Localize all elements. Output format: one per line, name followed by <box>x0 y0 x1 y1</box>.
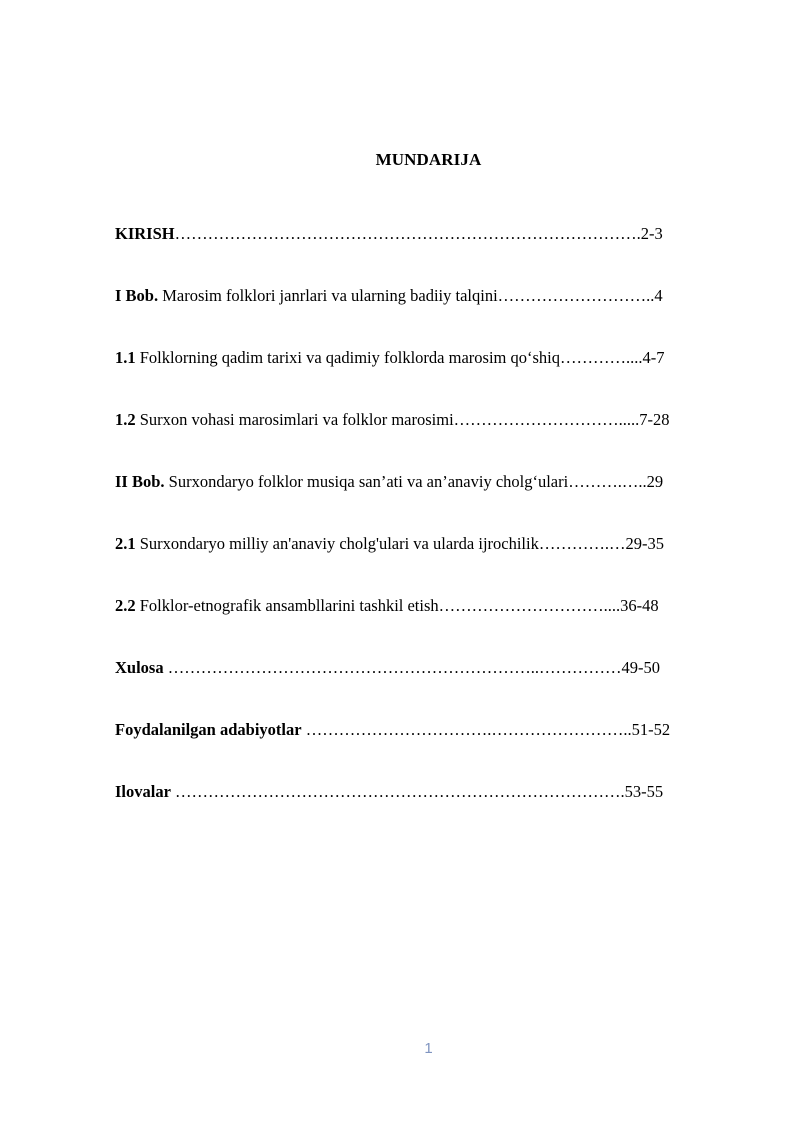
toc-entry-chapter-1 <box>115 284 755 346</box>
toc-entry-leader: …………………………….…………………….. <box>305 720 632 739</box>
toc-entry-number: I Bob. <box>115 286 159 305</box>
toc-entry-pages: 29-35 <box>625 534 664 553</box>
toc-entry-pages: 51-52 <box>631 720 671 739</box>
toc-entry-text: Surxon vohasi marosimlari va folklor marosimi <box>135 410 454 429</box>
toc-entry-number: II Bob. <box>115 472 165 491</box>
toc-entry-section-1-1 <box>115 346 755 408</box>
toc-entry-text: Surxondaryo milliy an'anaviy cholg'ulari va ularda ijrochilik <box>135 534 539 553</box>
toc-entry-leader: ………………………………………………………………………. <box>175 782 625 801</box>
toc-entry-pages: 29 <box>646 472 664 491</box>
toc-entry-leader: ………….… <box>538 534 626 553</box>
toc-entry-appendices <box>115 780 755 842</box>
toc-entry-pages: 49-50 <box>621 658 660 677</box>
toc-entry-pages: 7-28 <box>639 410 670 429</box>
toc-entry-number: 1.2 <box>115 410 136 429</box>
toc-entry-title: Xulosa <box>115 658 164 677</box>
toc-entry-number: 2.2 <box>115 596 136 615</box>
toc-entry-leader: …………………………………………………………..…………… <box>167 658 622 677</box>
toc-entry-leader: …………………………..... <box>453 410 640 429</box>
toc-entry-xulosa <box>115 656 755 718</box>
toc-entry-section-1-2 <box>115 408 755 470</box>
page-number: 1 <box>424 1040 433 1057</box>
toc-entry-kirish <box>115 222 755 284</box>
toc-entry-text: Folklor-etnografik ansambllarini tashkil etish <box>135 596 439 615</box>
toc-entry-pages: 53-55 <box>624 782 664 801</box>
toc-entry-references <box>115 718 755 780</box>
toc-entry-title: Ilovalar <box>115 782 171 801</box>
toc-entry-section-2-2 <box>115 594 755 656</box>
toc-entry-pages: 4-7 <box>642 348 665 367</box>
toc-entry-pages: 4 <box>654 286 663 305</box>
toc-entry-text: Marosim folklori janrlari va ularning badiiy talqini <box>158 286 498 305</box>
toc-entry-title: KIRISH <box>115 224 175 243</box>
toc-entry-leader: ………….... <box>559 348 643 367</box>
toc-entry-section-2-1 <box>115 532 755 594</box>
toc-entry-leader: ……………………….. <box>497 286 655 305</box>
toc-entry-leader: ……….….. <box>568 472 647 491</box>
toc-entry-text: Surxondaryo folklor musiqa san’ati va an’anaviy cholg‘ulari <box>164 472 569 491</box>
toc-entry-pages: 36-48 <box>620 596 659 615</box>
toc-entry-text: Folklorning qadim tarixi va qadimiy folklorda marosim qo‘shiq <box>135 348 560 367</box>
toc-entry-leader: ………………………….... <box>438 596 621 615</box>
table-of-contents <box>115 222 755 842</box>
toc-entry-title: Foydalanilgan adabiyotlar <box>115 720 302 739</box>
toc-entry-pages: 2-3 <box>640 224 663 243</box>
toc-entry-number: 2.1 <box>115 534 136 553</box>
toc-entry-chapter-2 <box>115 470 755 532</box>
page-title: MUNDARIJA <box>375 150 482 169</box>
toc-entry-number: 1.1 <box>115 348 136 367</box>
toc-entry-leader: …………………………………………………………………………. <box>174 224 641 243</box>
